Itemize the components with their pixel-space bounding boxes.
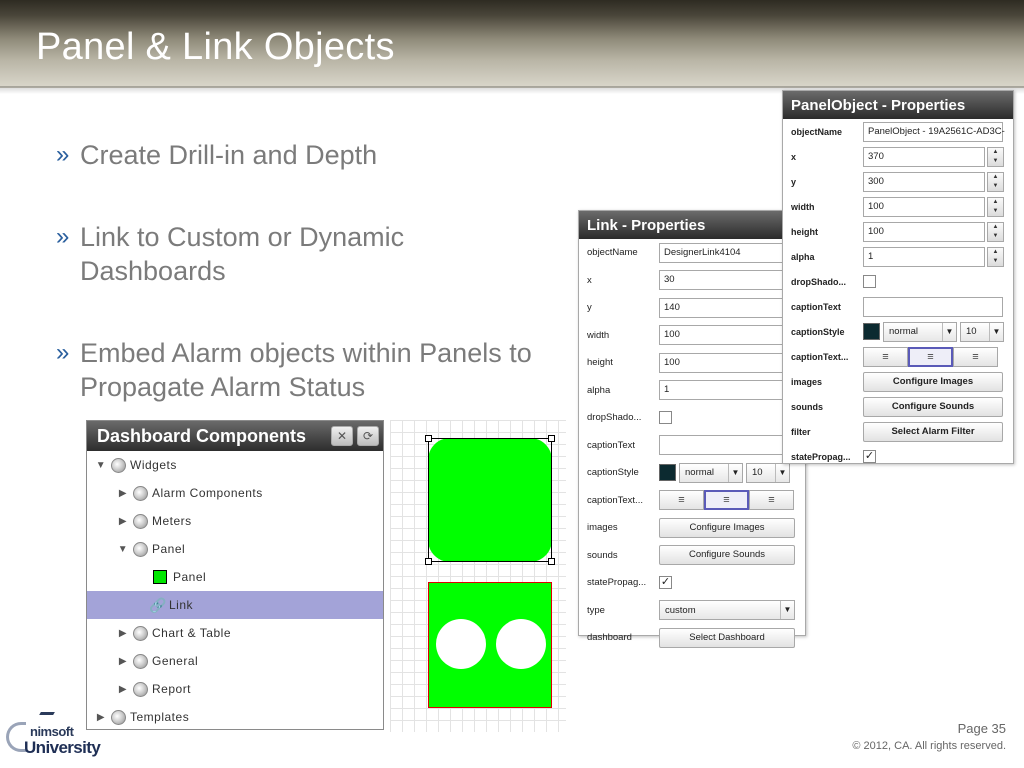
chevron-down-icon: ▼ bbox=[775, 464, 789, 482]
spin-down-icon[interactable]: ▼ bbox=[992, 182, 999, 189]
spinner-icon[interactable] bbox=[987, 222, 1004, 242]
prop-label: height bbox=[587, 357, 613, 369]
y-field[interactable]: 140 bbox=[659, 298, 799, 318]
prop-row bbox=[579, 322, 805, 350]
bullet-text: Create Drill-in and Depth bbox=[80, 140, 378, 170]
tree-item-label: Widgets bbox=[130, 458, 177, 472]
x-field[interactable]: 30 bbox=[659, 270, 799, 290]
spin-up-icon[interactable]: ▲ bbox=[992, 248, 999, 255]
spin-up-icon[interactable]: ▲ bbox=[992, 223, 999, 230]
size-value: 10 bbox=[966, 326, 977, 337]
dropshadow-checkbox[interactable] bbox=[863, 275, 876, 288]
tree-item-panel-group[interactable] bbox=[87, 535, 383, 563]
width-field[interactable]: 100 bbox=[863, 197, 985, 217]
tree-item-alarm-components[interactable] bbox=[87, 479, 383, 507]
font-value: normal bbox=[889, 326, 919, 337]
prop-label: y bbox=[587, 302, 592, 314]
spin-down-icon[interactable]: ▼ bbox=[992, 157, 999, 164]
prop-row bbox=[579, 569, 805, 597]
folder-icon bbox=[133, 682, 148, 697]
chevron-down-icon: ▼ bbox=[942, 323, 956, 341]
chevron-down-icon: ▼ bbox=[780, 601, 794, 619]
bullet-item bbox=[56, 336, 576, 404]
prop-label: statePropag... bbox=[791, 451, 851, 462]
prop-row bbox=[579, 459, 805, 487]
bullet-text: Link to Custom or Dynamic Dashboards bbox=[80, 222, 405, 286]
captiontext-field[interactable] bbox=[659, 435, 799, 455]
prop-label: x bbox=[587, 274, 592, 286]
dashboard-components-header bbox=[87, 421, 383, 451]
prop-row bbox=[783, 144, 1013, 169]
resize-handle[interactable] bbox=[425, 558, 432, 565]
tree-item-meters[interactable] bbox=[87, 507, 383, 535]
alignment-group bbox=[659, 490, 794, 510]
logo-text-top: nimsoft bbox=[30, 724, 74, 739]
logo-mark-icon bbox=[35, 712, 55, 722]
tree-item-label: Link bbox=[169, 598, 194, 612]
configure-sounds-button[interactable]: Configure Sounds bbox=[659, 545, 795, 565]
link-properties-title: Link - Properties bbox=[579, 211, 805, 239]
chevron-down-icon[interactable]: ▼ bbox=[117, 543, 129, 555]
tree-item-label: Meters bbox=[152, 514, 192, 528]
prop-row bbox=[783, 344, 1013, 369]
prop-label: sounds bbox=[791, 401, 824, 412]
prop-row bbox=[579, 432, 805, 460]
prop-label: captionText... bbox=[587, 494, 643, 506]
prop-row bbox=[783, 169, 1013, 194]
prop-row bbox=[579, 597, 805, 625]
tree-item-general[interactable] bbox=[87, 647, 383, 675]
spinner-icon[interactable] bbox=[987, 197, 1004, 217]
type-value: custom bbox=[665, 604, 696, 616]
prop-row bbox=[783, 444, 1013, 469]
spin-down-icon[interactable]: ▼ bbox=[992, 232, 999, 239]
panelobject-properties-title: PanelObject - Properties bbox=[783, 91, 1013, 119]
chevron-down-icon[interactable]: ▼ bbox=[95, 459, 107, 471]
prop-label: y bbox=[791, 176, 797, 187]
prop-row bbox=[579, 239, 805, 267]
spinner-icon[interactable] bbox=[987, 172, 1004, 192]
selection-frame bbox=[428, 438, 552, 562]
logo-text-bottom: University bbox=[24, 738, 101, 757]
folder-icon bbox=[111, 458, 126, 473]
chevron-down-icon: ▼ bbox=[989, 323, 1003, 341]
link-hole-right bbox=[496, 619, 546, 669]
stateprop-checkbox[interactable]: ✓ bbox=[864, 450, 875, 462]
font-value: normal bbox=[685, 467, 715, 479]
align-left-icon[interactable]: ≡ bbox=[863, 347, 908, 367]
prop-label: alpha bbox=[791, 251, 815, 262]
prop-label: captionStyle bbox=[587, 467, 639, 479]
prop-label: captionText bbox=[791, 301, 841, 312]
spin-up-icon[interactable]: ▲ bbox=[992, 198, 999, 205]
tree-item-widgets[interactable] bbox=[87, 451, 383, 479]
objectname-field[interactable]: DesignerLink4104 bbox=[659, 243, 799, 263]
refresh-icon[interactable]: ⟳ bbox=[357, 426, 379, 446]
prop-label: x bbox=[791, 151, 797, 162]
chevron-right-icon[interactable]: ▶ bbox=[118, 655, 128, 667]
spinner-icon[interactable] bbox=[987, 247, 1004, 267]
tree-item-label: Chart & Table bbox=[152, 626, 231, 640]
prop-label: type bbox=[587, 604, 605, 616]
link-icon: 🔗 bbox=[149, 596, 167, 613]
select-alarm-filter-button[interactable]: Select Alarm Filter bbox=[863, 422, 1003, 442]
width-field[interactable]: 100 bbox=[659, 325, 799, 345]
panelobject-properties-panel bbox=[782, 90, 1014, 464]
folder-icon bbox=[133, 654, 148, 669]
chevron-right-icon[interactable]: ▶ bbox=[118, 515, 128, 527]
prop-label: statePropag... bbox=[587, 577, 647, 589]
prop-row bbox=[783, 269, 1013, 294]
configure-sounds-button[interactable]: Configure Sounds bbox=[863, 397, 1003, 417]
chevron-right-icon[interactable]: ▶ bbox=[118, 487, 128, 499]
prop-row bbox=[579, 267, 805, 295]
prop-row bbox=[579, 294, 805, 322]
tree-item-label: General bbox=[152, 654, 199, 668]
page-number: Page 35 bbox=[957, 721, 1006, 736]
prop-label: height bbox=[791, 226, 818, 237]
prop-row bbox=[783, 194, 1013, 219]
font-dropdown[interactable] bbox=[679, 463, 743, 483]
nimsoft-university-logo bbox=[4, 708, 114, 764]
tree-item-label: Panel bbox=[152, 542, 186, 556]
align-right-icon[interactable]: ≡ bbox=[749, 490, 794, 510]
logo-swoosh-icon bbox=[6, 722, 26, 752]
copyright-text: © 2012, CA. All rights reserved. bbox=[852, 740, 1006, 752]
prop-label: objectName bbox=[587, 247, 638, 259]
prop-row bbox=[783, 219, 1013, 244]
prop-row bbox=[579, 377, 805, 405]
resize-handle[interactable] bbox=[548, 435, 555, 442]
chevron-down-icon: ▼ bbox=[728, 464, 742, 482]
prop-row bbox=[783, 369, 1013, 394]
prop-label: filter bbox=[791, 426, 811, 437]
link-hole-left bbox=[436, 619, 486, 669]
align-center-icon[interactable]: ≡ bbox=[704, 490, 749, 510]
prop-row bbox=[579, 404, 805, 432]
prop-label: dropShado... bbox=[791, 276, 846, 287]
spin-up-icon[interactable]: ▲ bbox=[992, 148, 999, 155]
spin-down-icon[interactable]: ▼ bbox=[992, 207, 999, 214]
folder-icon bbox=[133, 626, 148, 641]
prop-row bbox=[579, 514, 805, 542]
tree-item-label: Alarm Components bbox=[152, 486, 263, 500]
prop-label: sounds bbox=[587, 549, 618, 561]
resize-handle[interactable] bbox=[425, 435, 432, 442]
x-field[interactable]: 370 bbox=[863, 147, 985, 167]
bullet-marker: » bbox=[56, 223, 70, 250]
align-left-icon[interactable]: ≡ bbox=[659, 490, 704, 510]
tree-item-label: Templates bbox=[130, 710, 190, 724]
prop-label: dropShado... bbox=[587, 412, 642, 424]
folder-icon bbox=[133, 542, 148, 557]
stateprop-checkbox[interactable]: ✓ bbox=[660, 576, 671, 589]
dashboard-components-panel bbox=[86, 420, 384, 730]
prop-row bbox=[783, 244, 1013, 269]
chevron-right-icon[interactable]: ▶ bbox=[118, 683, 128, 695]
color-swatch[interactable] bbox=[863, 323, 880, 340]
type-dropdown[interactable] bbox=[659, 600, 795, 620]
bullet-marker: » bbox=[56, 141, 70, 168]
bullet-item bbox=[56, 138, 576, 172]
prop-label: images bbox=[587, 522, 618, 534]
height-field[interactable]: 100 bbox=[863, 222, 985, 242]
close-icon[interactable]: ✕ bbox=[331, 426, 353, 446]
folder-icon bbox=[133, 514, 148, 529]
configure-images-button[interactable]: Configure Images bbox=[863, 372, 1003, 392]
slide-title: Panel & Link Objects bbox=[36, 26, 395, 68]
prop-row bbox=[579, 487, 805, 515]
prop-label: width bbox=[791, 201, 815, 212]
panel-icon bbox=[153, 570, 167, 584]
prop-label: captionText bbox=[587, 439, 636, 451]
size-value: 10 bbox=[752, 467, 763, 479]
font-dropdown[interactable] bbox=[883, 322, 957, 342]
dashboard-components-title: Dashboard Components bbox=[97, 425, 307, 446]
tree-item-label: Report bbox=[152, 682, 192, 696]
prop-label: alpha bbox=[587, 384, 611, 396]
prop-label: width bbox=[587, 329, 610, 341]
prop-row bbox=[579, 624, 805, 652]
prop-row bbox=[783, 394, 1013, 419]
alpha-field[interactable]: 1 bbox=[659, 380, 799, 400]
tree-item-templates[interactable] bbox=[87, 703, 383, 731]
tree-item-link[interactable] bbox=[87, 591, 383, 619]
height-field[interactable]: 100 bbox=[659, 353, 799, 373]
chevron-right-icon[interactable]: ▶ bbox=[96, 711, 106, 723]
tree-item-panel[interactable] bbox=[87, 563, 383, 591]
link-object[interactable] bbox=[428, 582, 552, 708]
link-properties-panel bbox=[578, 210, 806, 644]
tree-item-report[interactable] bbox=[87, 675, 383, 703]
bullet-item bbox=[56, 220, 576, 288]
color-swatch[interactable] bbox=[659, 464, 676, 481]
alpha-field[interactable]: 1 bbox=[863, 247, 985, 267]
bullet-text: Embed Alarm objects within Panels to Propagate Alarm Status bbox=[80, 338, 532, 402]
prop-row bbox=[783, 294, 1013, 319]
y-field[interactable]: 300 bbox=[863, 172, 985, 192]
resize-handle[interactable] bbox=[548, 558, 555, 565]
tree-item-chart-table[interactable] bbox=[87, 619, 383, 647]
bullet-marker: » bbox=[56, 339, 70, 366]
configure-images-button[interactable]: Configure Images bbox=[659, 518, 795, 538]
prop-label: captionStyle bbox=[791, 326, 845, 337]
spin-up-icon[interactable]: ▲ bbox=[992, 173, 999, 180]
align-right-icon[interactable]: ≡ bbox=[953, 347, 998, 367]
chevron-right-icon[interactable]: ▶ bbox=[118, 627, 128, 639]
prop-row bbox=[783, 119, 1013, 144]
prop-row bbox=[783, 319, 1013, 344]
select-dashboard-button[interactable]: Select Dashboard bbox=[659, 628, 795, 648]
prop-label: dashboard bbox=[587, 632, 632, 644]
dropshadow-checkbox[interactable] bbox=[659, 411, 672, 424]
title-bar bbox=[0, 0, 1024, 88]
captiontext-field[interactable] bbox=[863, 297, 1003, 317]
size-dropdown[interactable] bbox=[960, 322, 1004, 342]
design-canvas[interactable] bbox=[390, 420, 566, 732]
alignment-group bbox=[863, 347, 998, 367]
align-center-icon[interactable]: ≡ bbox=[908, 347, 953, 367]
prop-row bbox=[783, 419, 1013, 444]
spin-down-icon[interactable]: ▼ bbox=[992, 257, 999, 264]
objectname-field[interactable]: PanelObject - 19A2561C-AD3C- bbox=[863, 122, 1003, 142]
bullet-list bbox=[56, 138, 576, 452]
prop-row bbox=[579, 349, 805, 377]
spinner-icon[interactable] bbox=[987, 147, 1004, 167]
prop-label: captionText... bbox=[791, 351, 849, 362]
tree-item-label: Panel bbox=[173, 570, 207, 584]
prop-row bbox=[579, 542, 805, 570]
folder-icon bbox=[133, 486, 148, 501]
prop-label: objectName bbox=[791, 126, 843, 137]
prop-label: images bbox=[791, 376, 823, 387]
